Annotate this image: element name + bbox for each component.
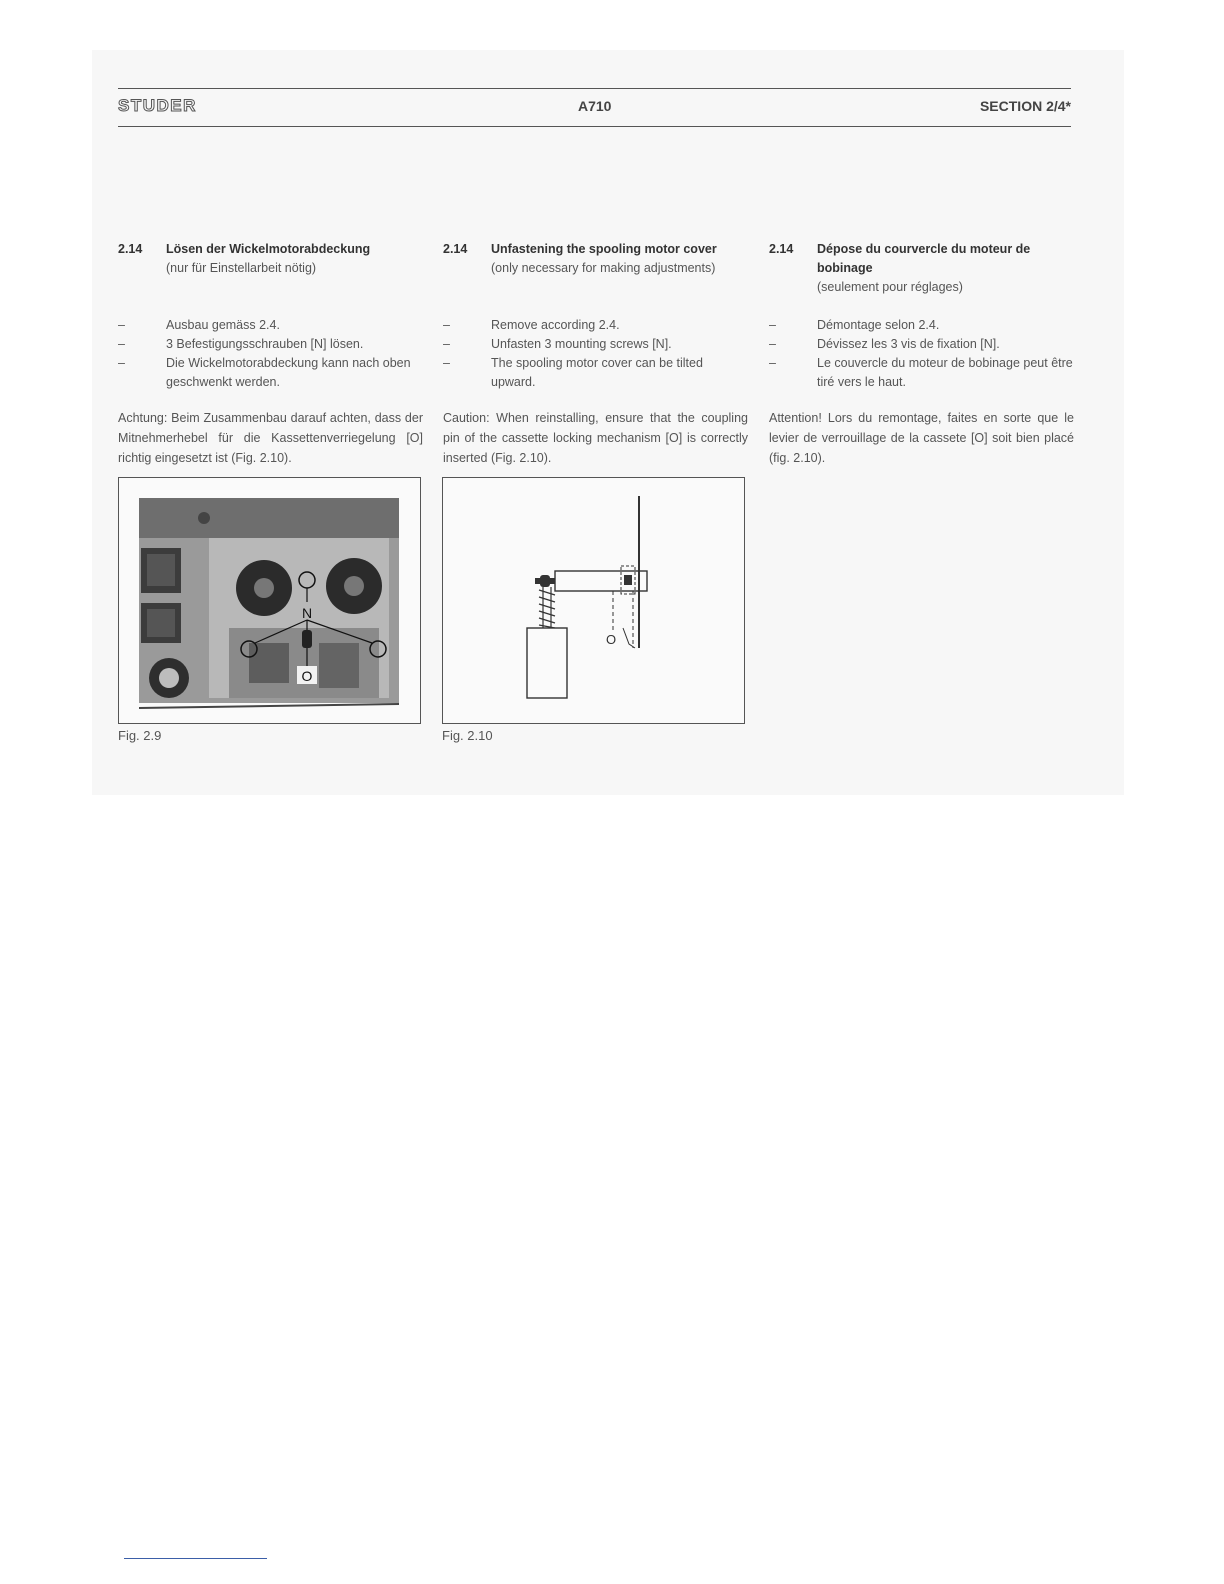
list-item: – The spooling motor cover can be tilted upward. xyxy=(443,356,703,389)
step-list xyxy=(769,316,1074,392)
section-title: Unfastening the spooling motor cover xyxy=(491,242,717,256)
section-subtitle: (only necessary for making adjustments) xyxy=(491,261,716,275)
figure-caption: Fig. 2.9 xyxy=(118,728,162,743)
section-heading xyxy=(769,240,1074,297)
step-list xyxy=(443,316,748,392)
footer-line xyxy=(124,1558,267,1559)
header-bottom-rule xyxy=(118,126,1071,127)
coupling-pin-diagram xyxy=(443,478,744,723)
section-number: 2.14 xyxy=(443,242,468,256)
section-number: 2.14 xyxy=(769,242,794,256)
list-item: – Ausbau gemäss 2.4. xyxy=(118,318,280,332)
section-number: 2.14 xyxy=(118,242,143,256)
section-heading xyxy=(443,240,748,278)
column-english xyxy=(443,240,748,465)
section-subtitle: (nur für Einstellarbeit nötig) xyxy=(166,261,317,275)
studer-logo: STUDER xyxy=(118,96,197,115)
callout-n-label: N xyxy=(301,605,313,621)
caution-note: Achtung: Beim Zusammenbau darauf achten, dass der Mitnehmerhebel für die Kassettenverriegelung [O] richtig eingesetzt ist (Fig. 2.10). xyxy=(118,411,423,465)
header-top-rule xyxy=(118,88,1071,89)
section-subtitle: (seulement pour réglages) xyxy=(817,280,963,294)
column-german xyxy=(118,240,423,465)
list-item: – Dévissez les 3 vis de fixation [N]. xyxy=(769,337,1000,351)
figure-2-10 xyxy=(442,477,745,724)
section-label: SECTION 2/4* xyxy=(979,98,1071,114)
step-list xyxy=(118,316,423,392)
callout-o-label: O xyxy=(301,668,313,684)
list-item: – Unfasten 3 mounting screws [N]. xyxy=(443,337,672,351)
figure-caption: Fig. 2.10 xyxy=(442,728,493,743)
caution-note: Attention! Lors du remontage, faites en sorte que le levier de verrouillage de la cassete [O] soit bien placé (fig. 2.10). xyxy=(769,411,1074,465)
list-item: – Die Wickelmotorabdeckung kann nach oben geschwenkt werden. xyxy=(118,356,411,389)
mechanism-photo xyxy=(119,478,420,723)
list-item: – Le couvercle du moteur de bobinage peut être tiré vers le haut. xyxy=(769,356,1073,389)
column-french xyxy=(769,240,1074,465)
list-item: – Démontage selon 2.4. xyxy=(769,318,940,332)
list-item: – 3 Befestigungsschrauben [N] lösen. xyxy=(118,337,364,351)
caution-note: Caution: When reinstalling, ensure that the coupling pin of the cassette locking mechanism [O] is correctly inserted (Fig. 2.10). xyxy=(443,411,748,465)
figure-2-9 xyxy=(118,477,421,724)
section-heading xyxy=(118,240,423,278)
section-title: Dépose du courvercle du moteur de bobinage xyxy=(817,242,1031,275)
callout-o-label: O xyxy=(605,632,617,647)
list-item: – Remove according 2.4. xyxy=(443,318,620,332)
section-title: Lösen der Wickelmotorabdeckung xyxy=(166,242,371,256)
model-name: A710 xyxy=(578,98,612,114)
